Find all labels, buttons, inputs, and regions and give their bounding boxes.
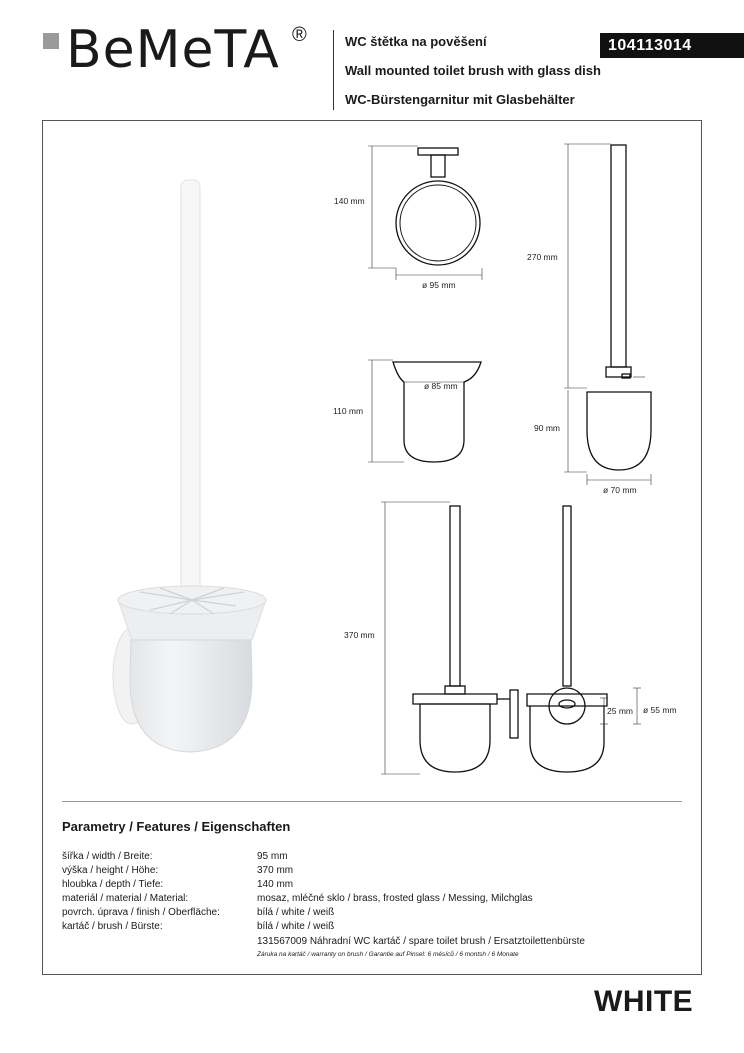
feature-value: 95 mm: [257, 851, 288, 862]
features-divider: [62, 801, 682, 802]
title-de: WC-Bürstengarnitur mit Glasbehälter: [345, 92, 575, 107]
finish-label: WHITE: [594, 985, 694, 1018]
feature-label: kartáč / brush / Bürste:: [62, 921, 163, 932]
dimension-lines: [368, 144, 651, 774]
dim-top-diameter: ø 95 mm: [422, 280, 456, 290]
spare-brush: 131567009 Náhradní WC kartáč / spare toilet brush / Ersatztoilettenbürste: [257, 936, 585, 947]
title-en: Wall mounted toilet brush with glass dish: [345, 63, 601, 78]
features-title: Parametry / Features / Eigenschaften: [62, 819, 291, 834]
feature-label: povrch. úprava / finish / Oberfläche:: [62, 907, 220, 918]
warranty-note: Záruka na kartáč / warranty on brush / Garantie auf Pinsel: 6 měsíců / 6 montsh / 6 Monate: [257, 951, 519, 958]
feature-label: hloubka / depth / Tiefe:: [62, 879, 164, 890]
dim-total-height: 370 mm: [344, 630, 375, 640]
feature-value: bílá / white / weiß: [257, 921, 335, 932]
feature-value: 140 mm: [257, 879, 294, 890]
feature-value: 370 mm: [257, 865, 294, 876]
registered-mark: ®: [292, 24, 307, 46]
feature-label: šířka / width / Breite:: [62, 851, 153, 862]
feature-value: bílá / white / weiß: [257, 907, 335, 918]
product-code: 104113014: [600, 33, 744, 58]
brand-logo: BeMeTA: [66, 20, 280, 80]
feature-value: mosaz, mléčné sklo / brass, frosted glass / Messing, Milchglas: [257, 893, 533, 904]
product-photo: [113, 180, 266, 752]
dim-mount-offset: 25 mm: [607, 706, 633, 716]
feature-label: výška / height / Höhe:: [62, 865, 159, 876]
dim-rosette-diameter: ø 55 mm: [643, 705, 677, 715]
dim-brush-length: 270 mm: [527, 252, 558, 262]
title-cz: WC štětka na pověšení: [345, 34, 487, 49]
dim-dish-height: 110 mm: [333, 406, 364, 416]
drawing-lines: [393, 145, 651, 772]
feature-label: materiál / material / Material:: [62, 893, 189, 904]
dim-dish-diameter: ø 85 mm: [424, 381, 458, 391]
dim-top-height: 140 mm: [334, 196, 365, 206]
dim-brush-head-diameter: ø 70 mm: [603, 485, 637, 495]
dim-brush-head-height: 90 mm: [534, 423, 560, 433]
